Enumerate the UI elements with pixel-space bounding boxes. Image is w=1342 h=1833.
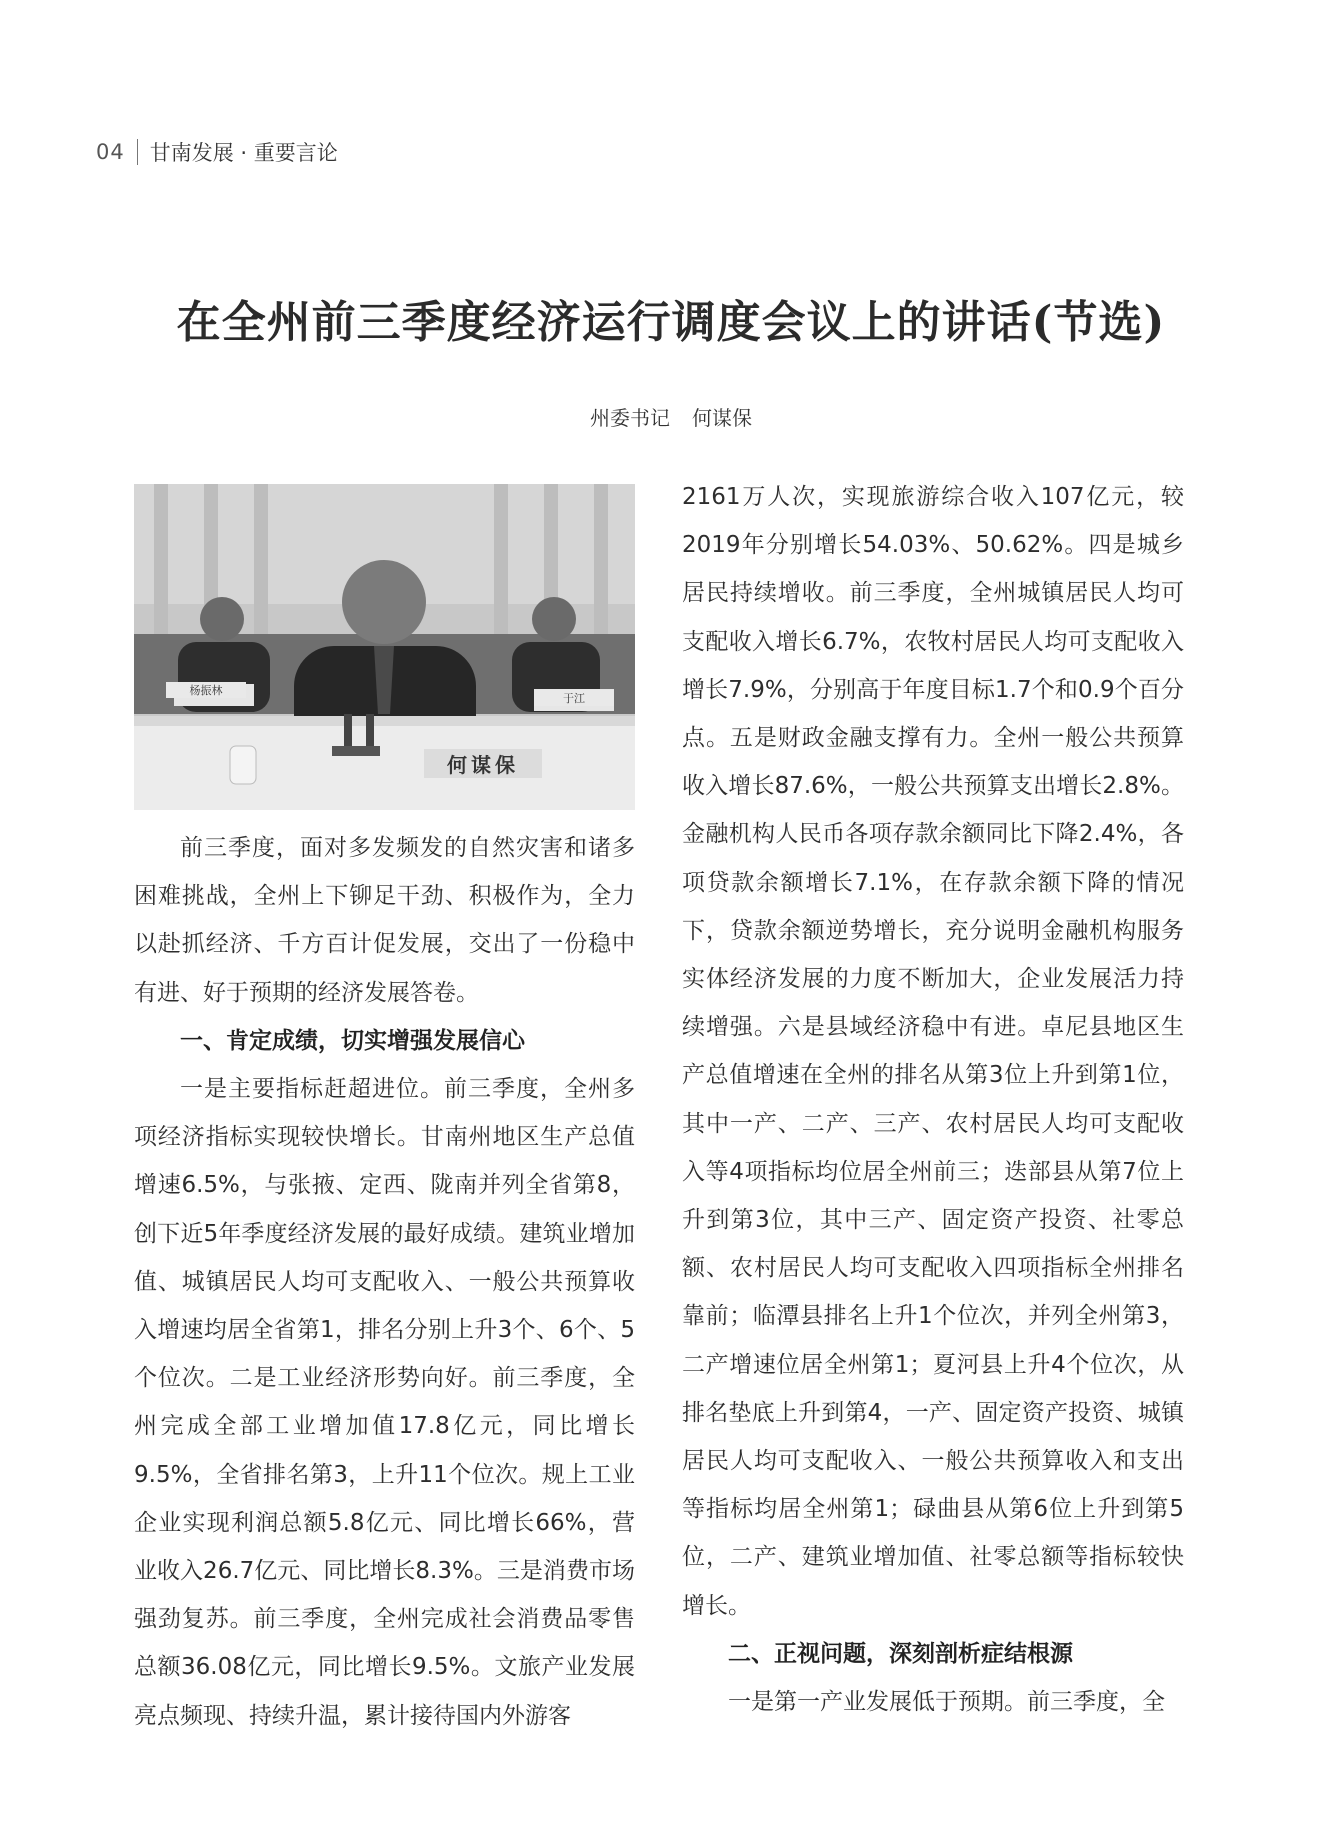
page-number: 04 (96, 140, 125, 164)
nameplate-center: 何谋保 (424, 749, 542, 778)
meeting-photo (134, 484, 635, 810)
page-header (96, 134, 338, 170)
byline (0, 402, 1342, 431)
left-column (134, 824, 635, 1740)
section-heading-1: 一、肯定成绩，切实增强发展信心 (180, 1027, 525, 1054)
section-name: 甘南发展 · 重要言论 (149, 141, 338, 165)
meeting-photo-illustration (134, 484, 635, 810)
nameplate-right: 于江 (534, 690, 614, 706)
right-column (682, 473, 1184, 1726)
body-paragraph-1: 一是主要指标赶超进位。前三季度，全州多项经济指标实现较快增长。甘南州地区生产总值增速6.5%，与张掖、定西、陇南并列全省第8，创下近5年季度经济发展的最好成绩。建筑业增加值、城镇居民人均可支配收入、一般公共预算收入增速均居全省第1，排名分别上升3个、6个、5个位次。二是工业经济形势向好。前三季度，全州完成全部工业增加值17.8亿元，同比增长9.5%，全省排名第3，上升11个位次。规上工业企业实现利润总额5.8亿元、同比增长66%，营业收入26.7亿元、同比增长8.3%。三是消费市场强劲复苏。前三季度，全州完成社会消费品零售总额36.08亿元，同比增长9.5%。文旅产业发展亮点频现、持续升温，累计接待国内外游客 (134, 1076, 635, 1729)
author-role: 州委书记 (590, 406, 670, 430)
intro-paragraph: 前三季度，面对多发频发的自然灾害和诸多困难挑战，全州上下铆足干劲、积极作为，全力以赴抓经济、千方百计促发展，交出了一份稳中有进、好于预期的经济发展答卷。 (134, 835, 635, 1006)
body-paragraph-2: 一是第一产业发展低于预期。前三季度，全 (728, 1689, 1165, 1716)
body-paragraph-1-continued: 2161万人次，实现旅游综合收入107亿元，较2019年分别增长54.03%、50.62%。四是城乡居民持续增收。前三季度，全州城镇居民人均可支配收入增长6.7%，农牧村居民人均可支配收入增长7.9%，分别高于年度目标1.7个和0.9个百分点。五是财政金融支撑有力。全州一般公共预算收入增长87.6%，一般公共预算支出增长2.8%。金融机构人民币各项存款余额同比下降2.4%，各项贷款余额增长7.1%，在存款余额下降的情况下，贷款余额逆势增长，充分说明金融机构服务实体经济发展的力度不断加大，企业发展活力持续增强。六是县域经济稳中有进。卓尼县地区生产总值增速在全州的排名从第3位上升到第1位，其中一产、二产、三产、农村居民人均可支配收入等4项指标均位居全州前三；迭部县从第7位上升到第3位，其中三产、固定资产投资、社零总额、农村居民人均可支配收入四项指标全州排名靠前；临潭县排名上升1个位次，并列全州第3，二产增速位居全州第1；夏河县上升4个位次，从排名垫底上升到第4，一产、固定资产投资、城镇居民人均可支配收入、一般公共预算收入和支出等指标均居全州第1；碌曲县从第6位上升到第5位，二产、建筑业增加值、社零总额等指标较快增长。 (682, 484, 1184, 1619)
article-title: 在全州前三季度经济运行调度会议上的讲话(节选) (176, 297, 1166, 348)
nameplate-left: 杨振林 (166, 682, 246, 698)
author-name: 何谋保 (692, 406, 752, 430)
header-divider (137, 139, 138, 165)
section-heading-2: 二、正视问题，深刻剖析症结根源 (728, 1640, 1073, 1667)
